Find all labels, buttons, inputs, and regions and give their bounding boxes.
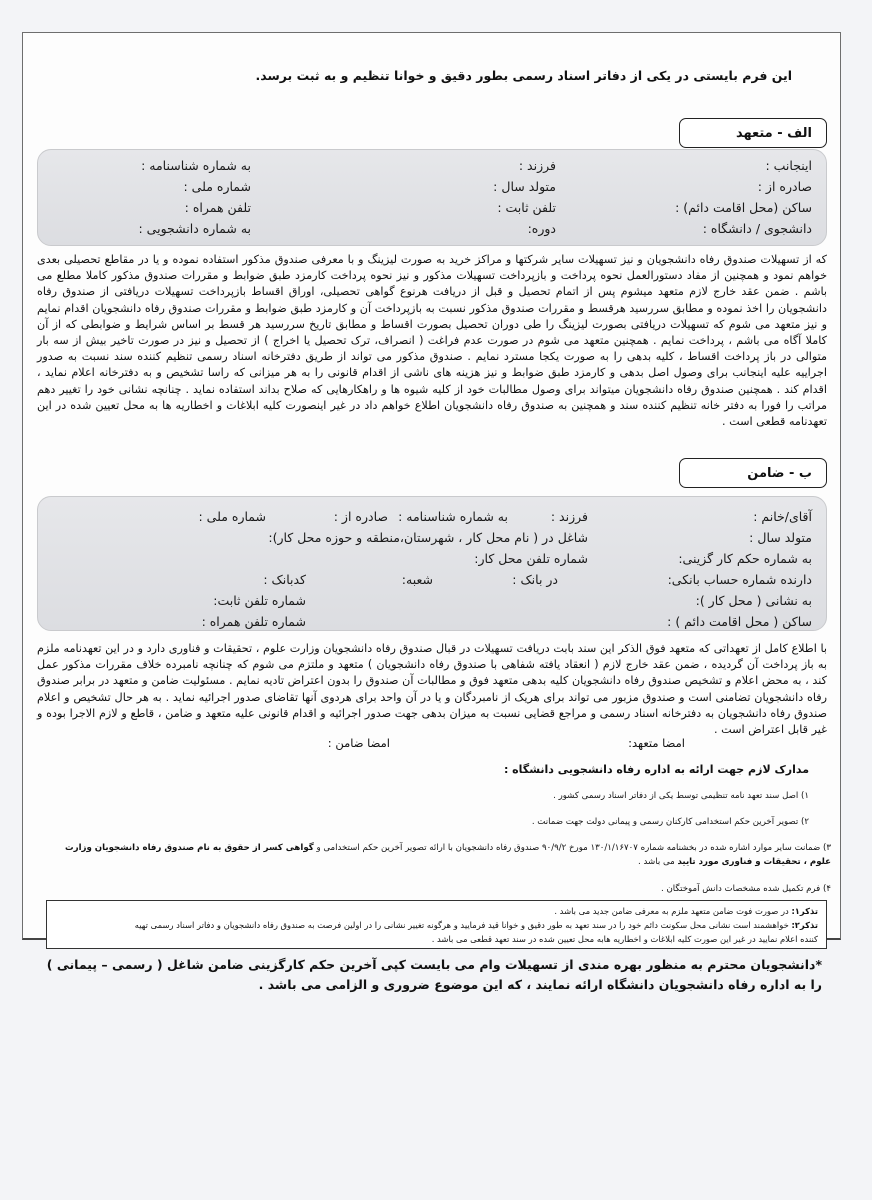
guarantor-father-field[interactable]: فرزند : xyxy=(550,509,588,524)
guarantor-bank-code-field[interactable]: کدبانک : xyxy=(263,572,306,587)
obligor-issued-field[interactable]: صادره از : xyxy=(757,179,812,194)
guarantor-work-address-field[interactable]: به نشانی ( محل کار ): xyxy=(695,593,812,608)
obligor-student-id-field[interactable]: به شماره دانشجویی : xyxy=(138,221,251,236)
guarantor-mobile-field[interactable]: شماره تلفن همراه : xyxy=(201,614,306,629)
guarantor-name-field[interactable]: آقای/خانم : xyxy=(753,509,812,524)
obligor-signature-field[interactable]: امضا متعهد: xyxy=(628,736,685,750)
obligor-university-field[interactable]: دانشجوی / دانشگاه : xyxy=(702,221,812,236)
obligor-birth-cert-field[interactable]: به شماره شناسنامه : xyxy=(141,158,251,173)
section-b-title: ب - ضامن xyxy=(679,458,827,488)
note-2-text-line1: خواهشمند است نشانی محل سکونت دائم خود را در سند تعهد به طور دقیق و خوانا قید فرمایید و هرگونه تغییر نشانی را در اولین فرصت به صندوق رفاه دانشجویان و دفاتر اسناد رسمی تهیه xyxy=(134,920,792,930)
guarantor-birth-year-field[interactable]: متولد سال : xyxy=(749,530,812,545)
obligor-commitment-text: که از تسهیلات صندوق رفاه دانشجویان و نیز تسهیلات سایر شرکتها و مراکز خرید به صورت لیزینگ و با معرفی صندوق مذکور استفاده نموده و یا در مقاطع تحصیلی بعدی خواهم نمود و همچنین از مفاد دستورالعمل نحوه پرداخت و بازپرداخت تسهیلات مذکور و نیز نحوه پرداخت کارمزد طبق ضوابط و مقررات صندوق مذکور کاملا مطلع می باشم . ضمن عقد خارج لازم متعهد میشوم پس از اتمام تحصیل و قبل از دریافت هرنوع گواهی تحصیلی، اوراق اقساط بازپرداخت تسهیلات دریافتی از صندوق رفاه دانشجویان را اخذ نموده و مطابق سررسید هرقسط و مقررات صندوق مذکور نسبت به بازپرداخت آن و کارمزد طبق ضوابط و مقررات صندوق رفاه دانشجویان اقدام نمایم و نیز متعهد می شوم که تسهیلات دریافتی بصورت لیزینگ را طی دوران تحصیل بصورت اقساط و مطابق تاریخ سررسید هر قسط بر اساس شرایط و ضوابطی که از آن کاملا آگاه می باشم ، پرداخت نمایم . همچنین متعهد می شوم در صورت عدم فراغت ( انصراف، ترک تحصیل یا اخراج ) از تحصیل و نیز در صورت تاخیر بیش از سه بار متوالی در باز پرداخت اقساط ، کلیه بدهی را به صورت یکجا مسترد نمایم . صندوق مذکور می تواند از طریق دفترخانه اسناد رسمی تنظیم کننده سند نسبت به صدور اجراییه علیه اینجانب برای وصول اصل بدهی و کارمزد طبق ضوابط و نیز هزینه های ناشی از اقدام قانونی را به هر میزانی که راسا تشخیص و به دفترخانه اعلام نماید ، اقدام کند . همچنین صندوق رفاه دانشجویان میتواند برای وصول مطالبات خود از کلیه شیوه ها و راهکارهایی که صلاح بداند استفاده نماید . چنانچه نشانی خود را تغییر دهم مراتب را فورا به دفتر خانه تنظیم کننده سند و همچنین به صندوق رفاه دانشجویان اطلاع خواهم داد در غیر اینصورت کلیه ابلاغات و اخطاریه ها به محل تعیین شده در این تعهدنامه قطعی است . xyxy=(37,253,827,429)
form-frame xyxy=(22,32,841,944)
guarantor-workplace-field[interactable]: شاغل در ( نام محل کار ، شهرستان،منطقه و حوزه محل کار): xyxy=(268,530,588,545)
guarantor-info-box xyxy=(37,496,827,631)
footer-notice xyxy=(46,955,822,995)
guarantor-residence-field[interactable]: ساکن ( محل اقامت دائم ) : xyxy=(667,614,812,629)
guarantor-commitment-text: با اطلاع کامل از تعهداتی که متعهد فوق الذکر این سند بابت دریافت تسهیلات در قبال صندوق رفاه دانشجویان وزارت علوم ، تحقیقات و فناوری دارد و در این تعهدنامه ملزم به باز پرداخت آن گردیده ، ضمن عقد خارج لازم ( انعقاد یافته شفاهی با صندوق رفاه دانشجویان ) متعهد و ملتزم می شوم که چنانچه نامبرده خلاف مقررات مذکور عمل کند ، به محض اعلام و تشخیص صندوق رفاه دانشجویان کلیه بدهی متعهد فوق و مطالبات آن صندوق را بدون اعتراض تادیه نمایم . مسئولیت ضامن و متعهد در برابر صندوق رفاه دانشجویان تضامنی است و صندوق مزبور می تواند برای هریک از نامبردگان و یا در آن واحد برای هردوی آنها تقاضای صدور اجرائیه نماید . به هر حال تشخیص و اعلام صندوق رفاه دانشجویان به دفترخانه اسناد رسمی و مراجع قضایی نسبت به میزان بدهی جهت صدور اجرائیه و اقدام قانونی علیه متعهد و ضامن ، قاطع و لازم الاجرا بوده و غیر قابل اعتراض است . xyxy=(37,642,827,737)
guarantor-national-id-field[interactable]: شماره ملی : xyxy=(198,509,266,524)
obligor-mobile-field[interactable]: تلفن همراه : xyxy=(184,200,251,215)
guarantor-employment-order-field[interactable]: به شماره حکم کار گزینی: xyxy=(678,551,812,566)
notes-box xyxy=(46,900,827,949)
guarantor-bank-field[interactable]: در بانک : xyxy=(512,572,558,587)
guarantor-birth-cert-field[interactable]: به شماره شناسنامه : xyxy=(398,509,508,524)
required-doc-item-3-end: می باشد . xyxy=(638,857,678,867)
obligor-national-id-field[interactable]: شماره ملی : xyxy=(183,179,251,194)
guarantor-issued-field[interactable]: صادره از : xyxy=(333,509,388,524)
note-1-text: در صورت فوت ضامن متعهد ملزم به معرفی ضامن جدید می باشد . xyxy=(554,906,792,916)
obligor-name-field[interactable]: اینجانب : xyxy=(765,158,812,173)
obligor-birth-year-field[interactable]: متولد سال : xyxy=(493,179,556,194)
required-doc-item-4: ۴) فرم تکمیل شده مشخصات دانش آموختگان . xyxy=(661,884,831,894)
required-doc-item-3-text: ۳) ضمانت سایر موارد اشاره شده در بخشنامه شماره ۱۳۰/۱/۱۶۷۰۷ مورخ ۹۰/۹/۲ صندوق رفاه دانشجویان با ارائه تصویر آخرین حکم استخدامی و xyxy=(313,843,831,853)
required-doc-item-1: ۱) اصل سند تعهد نامه تنظیمی توسط یکی از دفاتر اسناد رسمی کشور . xyxy=(553,791,809,801)
required-doc-item-2: ۲) تصویر آخرین حکم استخدامی کارکنان رسمی و پیمانی دولت جهت ضمانت . xyxy=(531,817,809,827)
guarantor-work-phone-field[interactable]: شماره تلفن محل کار: xyxy=(474,551,588,566)
required-doc-item-3-bold: گواهی کسر از حقوق به نام صندوق رفاه دانشجویان وزارت علوم ، تحقیقات و فناوری مورد تایید xyxy=(65,843,831,867)
note-2-continued: کننده اعلام نمایید در غیر این صورت کلیه ابلاغات و اخطاریه هابه محل تعیین شده در سند تعهد قطعی می باشد . xyxy=(431,934,818,944)
form-heading: این فرم بایستی در یکی از دفاتر اسناد رسمی بطور دقیق و خوانا تنظیم و به ثبت برسد. xyxy=(255,68,792,83)
section-a-title: الف - متعهد xyxy=(679,118,827,148)
note-1 xyxy=(55,904,818,918)
required-doc-item-3 xyxy=(41,841,831,869)
footer-line-1: *دانشجویان محترم به منظور بهره مندی از تسهیلات وام می بایست کپی آخرین حکم کارگزینی ضامن شاغل ( رسمی – پیمانی ) xyxy=(46,957,822,972)
obligor-info-box xyxy=(37,149,827,246)
note-2 xyxy=(55,918,818,932)
note-2-label: تذکر۲: xyxy=(791,920,818,930)
obligor-degree-field[interactable]: دوره: xyxy=(527,221,556,236)
note-1-label: تذکر۱: xyxy=(791,906,818,916)
guarantor-bank-account-field[interactable]: دارنده شماره حساب بانکی: xyxy=(667,572,812,587)
guarantor-signature-field[interactable]: امضا ضامن : xyxy=(327,736,390,750)
guarantor-landline-field[interactable]: شماره تلفن ثابت: xyxy=(213,593,306,608)
obligor-father-field[interactable]: فرزند : xyxy=(518,158,556,173)
guarantor-branch-field[interactable]: شعبه: xyxy=(401,572,433,587)
obligor-address-field[interactable]: ساکن (محل اقامت دائم) : xyxy=(675,200,812,215)
footer-line-2: را به اداره رفاه دانشجویان دانشگاه ارائه نمایند ، که این موضوع ضروری و الزامی می باشد . xyxy=(258,977,822,992)
obligor-landline-field[interactable]: تلفن ثابت : xyxy=(497,200,556,215)
required-docs-title: مدارک لازم جهت ارائه به اداره رفاه دانشجویی دانشگاه : xyxy=(503,763,809,776)
